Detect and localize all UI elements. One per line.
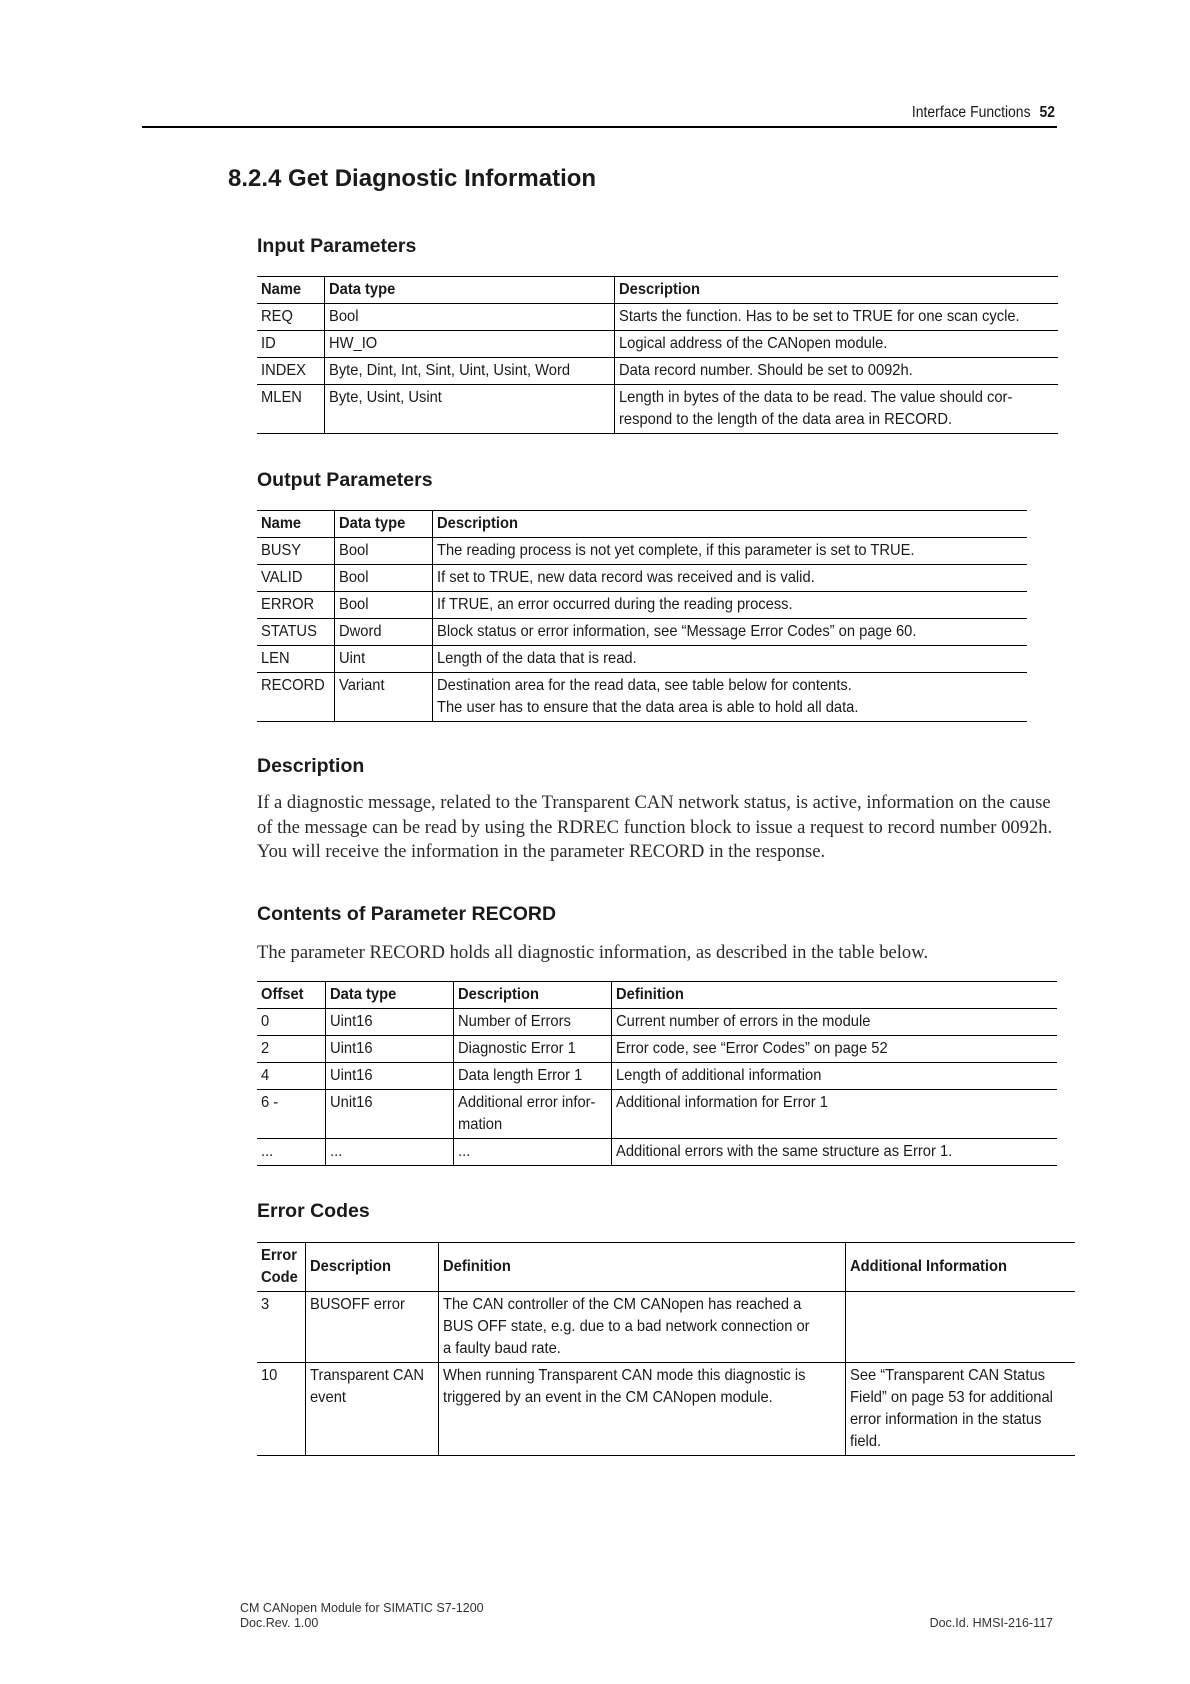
- description-text: If a diagnostic message, related to the Transparent CAN network status, is active, information on the cause of the message can be read by using the RDREC function block to issue a request to record number 0092h. You will receive the information in the parameter RECORD in the response.: [257, 792, 1053, 862]
- error-codes-heading: Error Codes: [257, 1200, 370, 1222]
- param-desc: Data record number. Should be set to 0092h.: [618, 362, 913, 379]
- param-type: Bool: [339, 596, 369, 613]
- param-desc: Block status or error information, see “Message Error Codes” on page 60.: [437, 623, 917, 640]
- error-additional-cont: Field” on page 53 for additional: [850, 1389, 1054, 1406]
- param-name: STATUS: [261, 623, 317, 640]
- error-additional-cont: field.: [850, 1433, 882, 1450]
- col-description: Description: [310, 1258, 391, 1275]
- table-row: [257, 358, 1058, 385]
- error-description-cont: event: [310, 1389, 347, 1406]
- description-cell-cont: mation: [457, 1116, 502, 1133]
- col-data-type: Data type: [328, 281, 396, 298]
- error-additional-cell: See “Transparent CAN Status: [850, 1367, 1046, 1384]
- description-cell: Diagnostic Error 1: [457, 1040, 576, 1057]
- description-cell: Number of Errors: [457, 1013, 571, 1030]
- error-definition-cont: triggered by an event in the CM CANopen module.: [442, 1389, 773, 1406]
- param-name: BUSY: [261, 542, 302, 559]
- col-offset: Offset: [261, 986, 304, 1003]
- table-row: [257, 304, 1058, 331]
- param-name: ID: [261, 335, 276, 352]
- table-header-row: [257, 1243, 1075, 1292]
- table-row: [257, 1363, 1075, 1456]
- footer-left: [240, 1601, 484, 1631]
- type-cell: Uint16: [329, 1067, 373, 1084]
- param-desc-cont: respond to the length of the data area in RECORD.: [618, 411, 952, 428]
- param-type: Bool: [328, 308, 359, 325]
- table-row: [257, 1090, 1057, 1139]
- table-header-row: [257, 511, 1027, 538]
- col-description: Description: [618, 281, 700, 298]
- offset-cell: 6 -: [261, 1094, 279, 1111]
- error-codes-table: [257, 1242, 1075, 1456]
- table-row: [257, 565, 1027, 592]
- table-row: [257, 1036, 1057, 1063]
- description-cell: ...: [457, 1143, 470, 1160]
- output-params-table: [257, 510, 1027, 722]
- table-row: [257, 619, 1027, 646]
- param-desc: Logical address of the CANopen module.: [618, 335, 887, 352]
- table-header-row: [257, 982, 1057, 1009]
- error-additional-cont: error information in the status: [850, 1411, 1042, 1428]
- description-cell: Additional error infor-: [457, 1094, 595, 1111]
- header-section-name: Interface Functions: [911, 104, 1031, 121]
- col-data-type: Data type: [329, 986, 396, 1003]
- param-desc: Starts the function. Has to be set to TRUE for one scan cycle.: [618, 308, 1020, 325]
- col-additional-info: Additional Information: [850, 1258, 1008, 1275]
- table-row: [257, 1139, 1057, 1166]
- col-name: Name: [261, 281, 302, 298]
- col-description: Description: [457, 986, 539, 1003]
- col-error-code-cont: Code: [261, 1269, 298, 1286]
- type-cell: Uint16: [329, 1013, 373, 1030]
- param-type: Bool: [339, 569, 369, 586]
- definition-cell: Current number of errors in the module: [615, 1013, 871, 1030]
- param-desc: The reading process is not yet complete, if this parameter is set to TRUE.: [437, 542, 915, 559]
- table-row: [257, 592, 1027, 619]
- error-definition-cell: The CAN controller of the CM CANopen has reached a: [442, 1296, 802, 1313]
- offset-cell: 2: [261, 1040, 270, 1057]
- error-code-cell: 3: [261, 1296, 270, 1313]
- param-name: LEN: [261, 650, 290, 667]
- table-row: [257, 673, 1027, 722]
- table-row: [257, 646, 1027, 673]
- table-row: [257, 331, 1058, 358]
- param-type: Byte, Usint, Usint: [328, 389, 442, 406]
- definition-cell: Additional information for Error 1: [615, 1094, 828, 1111]
- table-row: [257, 385, 1058, 434]
- param-type: Uint: [339, 650, 366, 667]
- section-title: 8.2.4 Get Diagnostic Information: [228, 165, 597, 192]
- definition-cell: Additional errors with the same structure as Error 1.: [615, 1143, 953, 1160]
- input-params-table: [257, 276, 1058, 434]
- param-type: Bool: [339, 542, 369, 559]
- param-name: ERROR: [261, 596, 315, 613]
- param-type: Variant: [339, 677, 385, 694]
- table-row: [257, 1063, 1057, 1090]
- header-rule: [142, 126, 1057, 128]
- param-type: Byte, Dint, Int, Sint, Uint, Usint, Word: [328, 362, 570, 379]
- param-desc: If set to TRUE, new data record was received and is valid.: [437, 569, 816, 586]
- definition-cell: Length of additional information: [615, 1067, 822, 1084]
- table-header-row: [257, 277, 1058, 304]
- col-description: Description: [437, 515, 519, 532]
- type-cell: Unit16: [329, 1094, 373, 1111]
- page-number: 52: [1039, 104, 1055, 121]
- input-params-heading: Input Parameters: [257, 235, 417, 257]
- offset-cell: 4: [261, 1067, 270, 1084]
- param-type: HW_IO: [328, 335, 378, 352]
- param-name: MLEN: [261, 389, 302, 406]
- col-definition: Definition: [615, 986, 684, 1003]
- running-header: [912, 104, 1055, 122]
- footer-doc-rev: Doc.Rev. 1.00: [240, 1616, 319, 1630]
- record-intro-text: The parameter RECORD holds all diagnostic information, as described in the table below.: [257, 942, 929, 963]
- definition-cell: Error code, see “Error Codes” on page 52: [615, 1040, 888, 1057]
- record-contents-table: [257, 981, 1057, 1166]
- table-row: [257, 1292, 1075, 1363]
- param-desc: If TRUE, an error occurred during the reading process.: [437, 596, 793, 613]
- param-desc: Destination area for the read data, see table below for contents.: [437, 677, 853, 694]
- param-name: RECORD: [261, 677, 325, 694]
- error-definition-cont: BUS OFF state, e.g. due to a bad network connection or: [442, 1318, 810, 1335]
- type-cell: Uint16: [329, 1040, 373, 1057]
- description-cell: Data length Error 1: [457, 1067, 582, 1084]
- offset-cell: ...: [261, 1143, 274, 1160]
- col-name: Name: [261, 515, 302, 532]
- param-name: INDEX: [261, 362, 306, 379]
- footer-product: CM CANopen Module for SIMATIC S7-1200: [240, 1601, 484, 1615]
- output-params-heading: Output Parameters: [257, 469, 433, 491]
- param-type: Dword: [339, 623, 382, 640]
- type-cell: ...: [329, 1143, 342, 1160]
- param-desc: Length of the data that is read.: [437, 650, 638, 667]
- col-error-code: Error: [261, 1247, 297, 1264]
- col-definition: Definition: [442, 1258, 511, 1275]
- col-data-type: Data type: [339, 515, 406, 532]
- error-description-cell: BUSOFF error: [310, 1296, 405, 1313]
- error-code-cell: 10: [261, 1367, 278, 1384]
- table-row: [257, 1009, 1057, 1036]
- offset-cell: 0: [261, 1013, 270, 1030]
- table-row: [257, 538, 1027, 565]
- error-definition-cont: a faulty baud rate.: [442, 1340, 561, 1357]
- footer-doc-id: Doc.Id. HMSI-216-117: [929, 1616, 1053, 1630]
- record-contents-heading: Contents of Parameter RECORD: [257, 903, 557, 925]
- error-definition-cell: When running Transparent CAN mode this diagnostic is: [442, 1367, 806, 1384]
- param-desc-cont: The user has to ensure that the data area is able to hold all data.: [437, 699, 859, 716]
- param-name: VALID: [261, 569, 303, 586]
- param-desc: Length in bytes of the data to be read. The value should cor-: [618, 389, 1012, 406]
- error-description-cell: Transparent CAN: [310, 1367, 424, 1384]
- param-name: REQ: [261, 308, 293, 325]
- description-heading: Description: [257, 755, 365, 777]
